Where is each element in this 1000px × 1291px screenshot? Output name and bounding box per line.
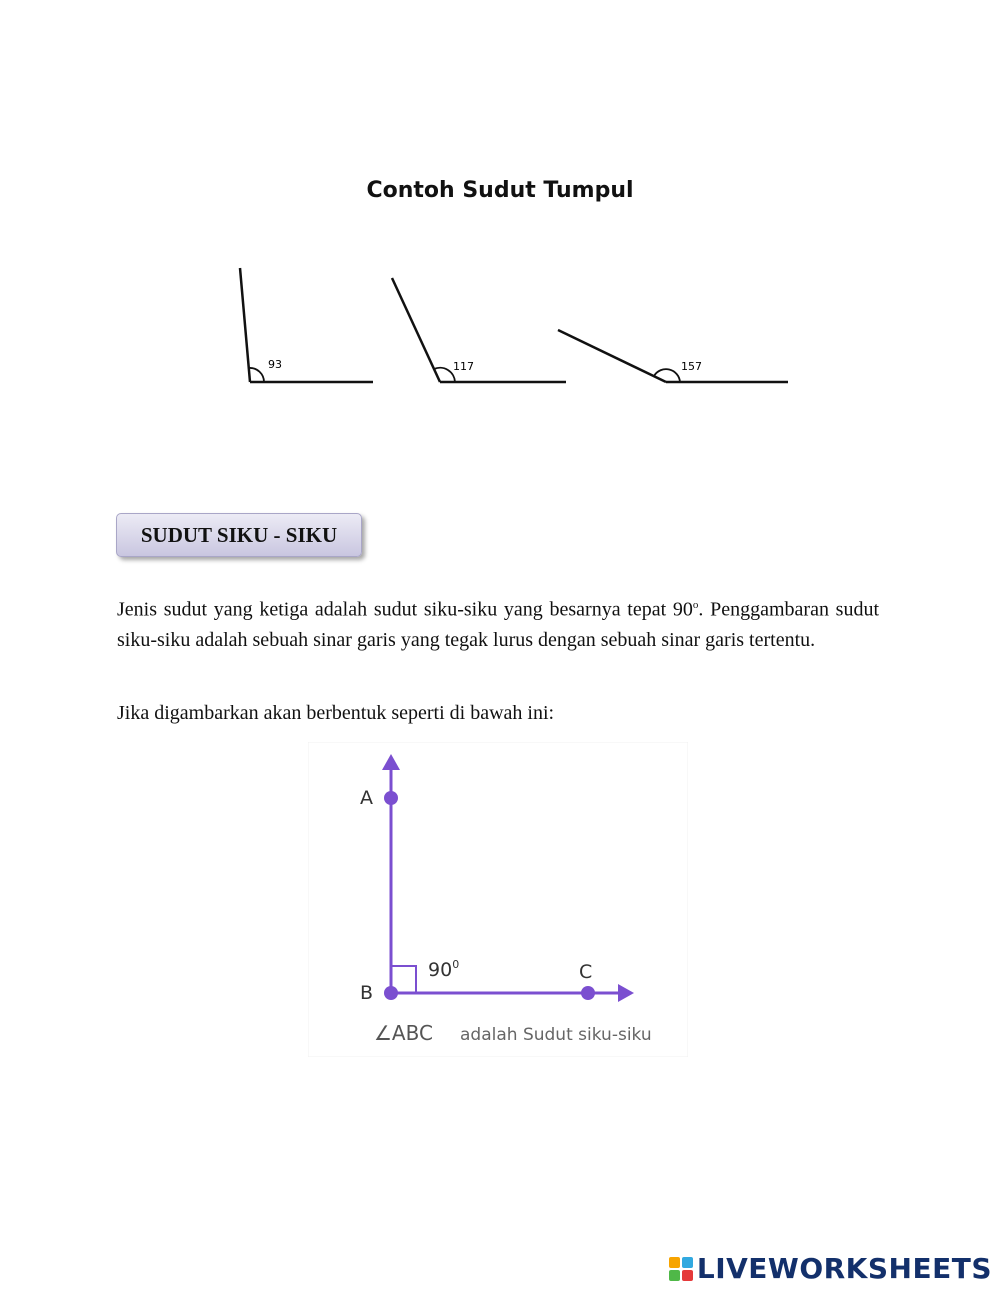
obtuse-angle-157 — [558, 330, 788, 382]
angle-label-157: 157 — [681, 360, 702, 373]
logo-grid-icon — [669, 1257, 693, 1281]
right-angle-diagram — [308, 742, 688, 1057]
point-a-label: A — [360, 787, 373, 809]
caption-symbol: ∠ABC — [374, 1021, 433, 1045]
point-b-label: B — [360, 982, 374, 1004]
angle-label-117: 117 — [453, 360, 474, 373]
angle-degree-sup: 0 — [452, 958, 460, 971]
point-c-label: C — [579, 961, 593, 983]
point-b — [384, 986, 398, 1000]
angle-label-93: 93 — [268, 358, 282, 371]
obtuse-angle-title: Contoh Sudut Tumpul — [366, 178, 634, 203]
point-a — [384, 791, 398, 805]
degree-superscript: o — [692, 599, 699, 611]
point-c — [581, 986, 595, 1000]
angle-value: 90 — [428, 959, 453, 981]
section-heading: SUDUT SIKU - SIKU — [116, 513, 362, 557]
obtuse-angle-117 — [392, 278, 566, 382]
definition-paragraph — [117, 590, 879, 655]
caption-text: adalah Sudut siku-siku — [460, 1025, 652, 1045]
paragraph-text-before: Jenis sudut yang ketiga adalah sudut siku-siku yang besarnya tepat 90 — [117, 598, 693, 621]
brand-name: LIVEWORKSHEETS — [696, 1252, 992, 1285]
liveworksheets-logo — [669, 1252, 992, 1285]
obtuse-angle-examples — [0, 250, 1000, 400]
intro-paragraph: Jika digambarkan akan berbentuk seperti di bawah ini: — [117, 702, 555, 724]
paragraph-text-after: . Penggambaran sudut siku-siku adalah sebuah sinar garis yang tegak lurus dengan sebuah sinar garis tertentu. — [117, 598, 879, 651]
obtuse-angle-93 — [240, 268, 373, 382]
